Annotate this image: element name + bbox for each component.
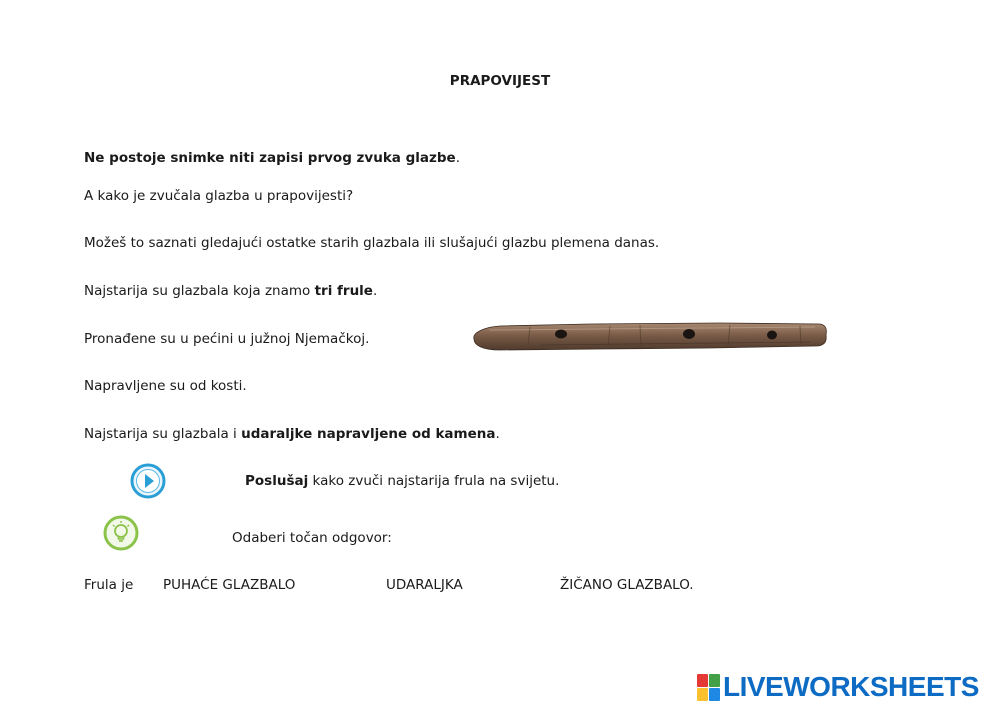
- logo-block-red: [697, 674, 708, 687]
- percussion-end: .: [495, 426, 500, 442]
- intro-end: .: [455, 150, 460, 166]
- logo-block-blue: [709, 688, 720, 701]
- page-title: PRAPOVIJEST: [449, 73, 551, 89]
- oldest-line: [84, 283, 377, 299]
- answer-option-string[interactable]: ŽIČANO GLAZBALO.: [560, 577, 694, 593]
- answer-prefix: Frula je: [84, 577, 134, 593]
- learn-line: Možeš to saznati gledajući ostatke starih glazbala ili slušajući glazbu plemena danas.: [84, 235, 660, 251]
- percussion-bold: udaraljke napravljene od kamena: [241, 426, 496, 442]
- question-line: A kako je zvučala glazba u prapovijesti?: [84, 188, 354, 204]
- bone-flute-image: [470, 315, 830, 357]
- oldest-end: .: [372, 283, 378, 299]
- answer-option-percussion[interactable]: UDARALJKA: [386, 577, 463, 593]
- logo-blocks-icon: [697, 674, 720, 701]
- listen-rest: kako zvuči najstarija frula na svijetu.: [308, 473, 560, 489]
- choose-instruction: Odaberi točan odgovor:: [232, 530, 392, 546]
- intro-line: [84, 150, 460, 166]
- made-line: Napravljene su od kosti.: [84, 378, 247, 394]
- percussion-line: [84, 426, 500, 442]
- listen-line: [245, 473, 559, 489]
- logo-block-yellow: [697, 688, 708, 701]
- listen-bold: Poslušaj: [245, 473, 309, 489]
- percussion-pre: Najstarija su glazbala i: [84, 426, 242, 442]
- logo-text: LIVEWORKSHEETS: [723, 671, 979, 702]
- oldest-pre: Najstarija su glazbala koja znamo: [84, 283, 315, 299]
- oldest-bold: tri frule: [314, 283, 373, 299]
- found-line: Pronađene su u pećini u južnoj Njemačkoj.: [84, 331, 370, 347]
- logo-block-green: [709, 674, 720, 687]
- intro-bold: Ne postoje snimke niti zapisi prvog zvuka glazbe: [84, 150, 456, 166]
- play-icon[interactable]: [130, 463, 166, 499]
- liveworksheets-logo[interactable]: [697, 671, 979, 703]
- lightbulb-icon: [103, 515, 139, 551]
- answer-option-wind[interactable]: PUHAĆE GLAZBALO: [163, 577, 296, 593]
